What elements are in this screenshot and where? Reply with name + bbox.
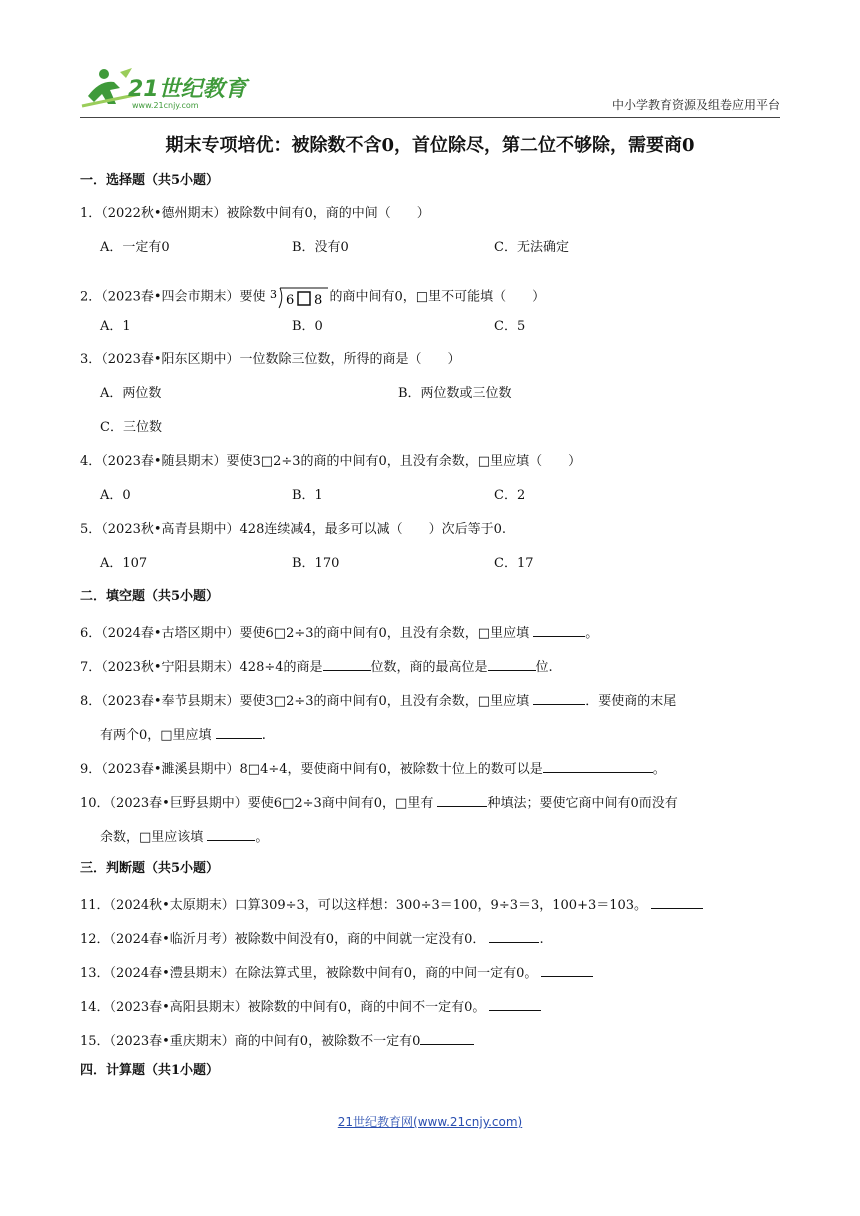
q1-option-c: C．无法确定 — [494, 240, 569, 255]
page-header — [80, 66, 780, 114]
question-5: 5．（2023秋•高青县期中）428连续减4，最多可以减（ ）次后等于0. — [80, 522, 507, 537]
logo-text: 21世纪教育 — [128, 77, 247, 102]
question-12 — [80, 928, 544, 949]
question-8-line-2 — [100, 724, 266, 745]
answer-blank[interactable] — [533, 690, 585, 705]
question-10 — [80, 792, 678, 813]
section-heading: 一．选择题（共5小题） — [80, 173, 220, 188]
q3-option-c: C．三位数 — [100, 420, 162, 435]
q11-text: 11．（2024秋•太原期末）口算309÷3，可以这样想：300÷3＝100，9÷3＝3，100+3＝103。 — [80, 898, 652, 913]
answer-blank[interactable] — [541, 962, 593, 977]
answer-blank[interactable] — [437, 792, 487, 807]
q2-divisor: 3 — [269, 288, 277, 301]
platform-name: 中小学教育资源及组卷应用平台 — [611, 98, 780, 112]
answer-blank[interactable] — [323, 656, 371, 671]
q10-middle: 种填法；要使它商中间有0而没有 — [487, 796, 678, 811]
q2-digit-3: 8 — [313, 293, 322, 308]
q2-prefix: 2．（2023春•四会市期末）要使 — [80, 289, 266, 305]
q8-line2-suffix: . — [261, 728, 266, 743]
q2-option-c: C．5 — [494, 319, 526, 334]
q5-option-c: C．17 — [494, 556, 534, 571]
q8-line2-prefix: 有两个0，□里应填 — [100, 728, 216, 743]
q4-option-a: A．0 — [100, 488, 131, 503]
q7-middle: 位数，商的最高位是 — [370, 660, 488, 675]
q4-option-c: C．2 — [494, 488, 526, 503]
q2-suffix: 的商中间有0，□里不可能填（ ） — [329, 289, 546, 305]
question-8 — [80, 690, 676, 711]
section-heading: 二．填空题（共5小题） — [80, 589, 220, 604]
section-heading: 四．计算题（共1小题） — [80, 1063, 220, 1078]
q1-option-b: B．没有0 — [292, 240, 349, 255]
q14-text: 14．（2023春•高阳县期末）被除数的中间有0，商的中间不一定有0。 — [80, 1000, 490, 1015]
question-13 — [80, 962, 593, 983]
q2-option-b: B．0 — [292, 319, 323, 334]
q10-line2-prefix: 余数，□里应该填 — [100, 830, 208, 845]
q9-prefix: 9．（2023春•濉溪县期中）8□4÷4，要使商中间有0，被除数十位上的数可以是 — [80, 762, 543, 777]
section-heading: 三．判断题（共5小题） — [80, 861, 220, 876]
question-9 — [80, 758, 666, 779]
question-6 — [80, 622, 598, 643]
q12-suffix: . — [539, 932, 544, 947]
question-14 — [80, 996, 541, 1017]
q2-option-a: A．1 — [100, 319, 131, 334]
q7-prefix: 7．（2023秋•宁阳县期末）428÷4的商是 — [80, 660, 323, 675]
q13-text: 13．（2024春•澧县期末）在除法算式里，被除数中间有0，商的中间一定有0。 — [80, 966, 542, 981]
q6-suffix: 。 — [585, 626, 599, 641]
q6-prefix: 6．（2024春•古塔区期中）要使6□2÷3的商中间有0，且没有余数，□里应填 — [80, 626, 534, 641]
q10-prefix: 10．（2023春•巨野县期中）要使6□2÷3商中间有0，□里有 — [80, 796, 438, 811]
answer-blank[interactable] — [543, 758, 653, 773]
q10-line2-suffix: 。 — [255, 830, 269, 845]
q2-digit-1: 6 — [285, 293, 294, 308]
q8-middle: ．要使商的末尾 — [585, 694, 677, 709]
question-11 — [80, 894, 703, 915]
question-1: 1．（2022秋•德州期末）被除数中间有0，商的中间（ ） — [80, 206, 430, 221]
logo-url: www.21cnjy.com — [132, 101, 199, 110]
q12-text: 12．（2024春•临沂月考）被除数中间没有0，商的中间就一定没有0． — [80, 932, 490, 947]
header-divider — [80, 117, 780, 118]
q5-option-a: A．107 — [100, 556, 148, 571]
q8-prefix: 8．（2023春•奉节县期末）要使3□2÷3的商中间有0，且没有余数，□里应填 — [80, 694, 534, 709]
q3-option-b: B．两位数或三位数 — [398, 386, 512, 401]
answer-blank[interactable] — [488, 656, 536, 671]
q9-suffix: 。 — [652, 762, 666, 777]
q4-option-b: B．1 — [292, 488, 323, 503]
question-7 — [80, 656, 553, 677]
answer-blank[interactable] — [651, 894, 703, 909]
answer-blank[interactable] — [420, 1030, 474, 1045]
question-15 — [80, 1030, 474, 1051]
q3-option-a: A．两位数 — [100, 386, 162, 401]
answer-blank[interactable] — [489, 928, 539, 943]
question-10-line-2 — [100, 826, 268, 847]
answer-blank[interactable] — [216, 724, 262, 739]
q15-text: 15．（2023春•重庆期末）商的中间有0，被除数不一定有0 — [80, 1034, 421, 1049]
footer-link[interactable]: 21世纪教育网(www.21cnjy.com) — [337, 1115, 523, 1129]
long-division-figure — [266, 284, 330, 310]
q1-option-a: A．一定有0 — [100, 240, 170, 255]
answer-blank[interactable] — [533, 622, 585, 637]
q7-suffix: 位. — [535, 660, 553, 675]
question-2 — [80, 284, 545, 310]
answer-blank[interactable] — [489, 996, 541, 1011]
question-4: 4．（2023春•随县期末）要使3□2÷3的商的中间有0，且没有余数，□里应填（ ） — [80, 454, 582, 469]
logo — [80, 66, 250, 112]
page-title: 期末专项培优：被除数不含0，首位除尽，第二位不够除，需要商0 — [165, 135, 695, 156]
blank-box — [298, 292, 310, 305]
q5-option-b: B．170 — [292, 556, 340, 571]
question-3: 3．（2023春•阳东区期中）一位数除三位数，所得的商是（ ） — [80, 352, 461, 367]
answer-blank[interactable] — [207, 826, 255, 841]
